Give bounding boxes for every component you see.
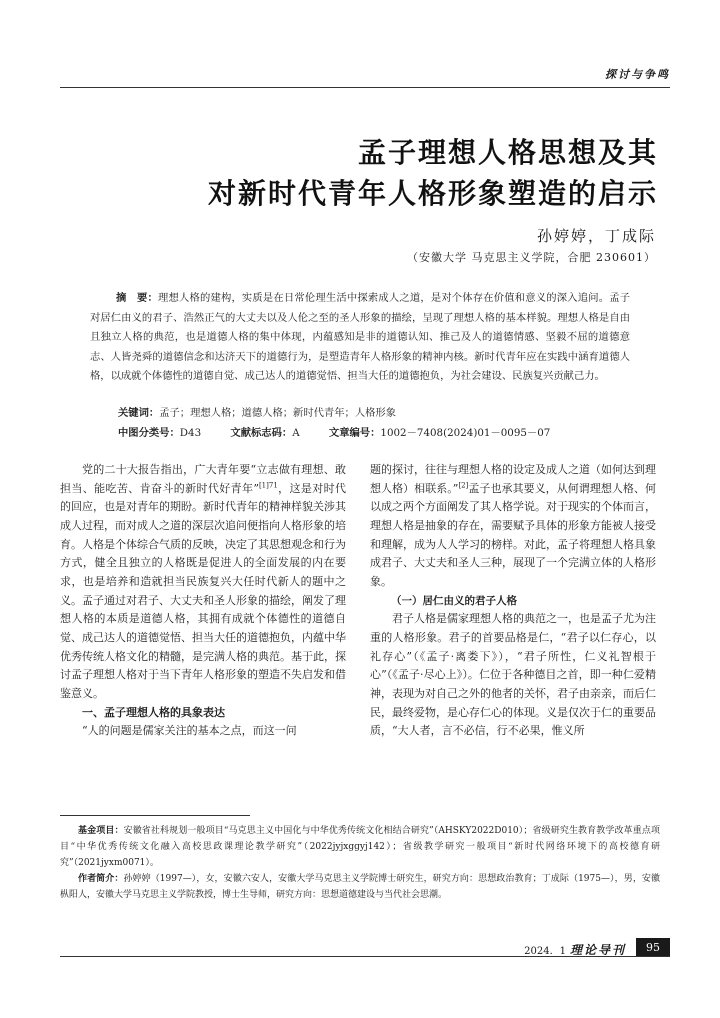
- section-heading: 一、孟子理想人格的具象表达: [82, 705, 225, 719]
- body-paragraph: [370, 461, 656, 592]
- doccode-value: A: [292, 427, 300, 439]
- section-tag: 探讨与争鸣: [605, 68, 670, 81]
- citation-ref: [1]71: [258, 481, 278, 489]
- keywords: 孟子；理想人格；道德人格；新时代青年；人格形象: [159, 407, 397, 419]
- footer-rule: [60, 956, 670, 957]
- authors: 孙婷婷，丁成际: [536, 227, 656, 245]
- header-rule: [60, 87, 670, 88]
- keywords-label: 关键词：: [118, 407, 160, 419]
- footnote-rule: [60, 815, 250, 816]
- author-note-label: 作者简介：: [78, 874, 124, 884]
- abstract-label: 摘 要：: [116, 292, 158, 304]
- articleno-value: 1002－7408(2024)01－0095－07: [380, 427, 551, 439]
- page-number: 95: [636, 938, 670, 957]
- subsection-heading: （一）居仁由义的君子人格: [391, 594, 517, 607]
- keywords-row: [118, 404, 396, 419]
- issue: 2024．1: [524, 946, 566, 957]
- articleno-label: 文章编号：: [328, 427, 381, 439]
- funding-text: 安徽省社科规划一般项目“马克思主义中国化与中华优秀传统文化相结合研究”（AHSKY2022D010）；省级研究生教育教学改革重点项目“中华优秀传统文化融入高校思政课理论教学研究”（2022jyjxggyj142）；省级教学研究一般项目“新时代网络环境下的高校德育研究”（2021jyxm0071）。: [60, 826, 660, 868]
- paragraph-text: 题的探讨，往往与理想人格的设定及成人之道（如何达到理想人格）相联系。”: [370, 463, 656, 495]
- affiliation: （安徽大学 马克思主义学院，合肥 230601）: [407, 251, 656, 264]
- paragraph-text: 孟子也承其要义，从何谓理想人格、何以成之两个方面阐发了其人格学说。对于现实的个体而言，理想人格是抽象的存在，需要赋予具体的形象方能被人接受和理解，成为人人学习的榜样。对此，孟子将理想人格具象成君子、大丈夫和圣人三种，展现了一个完满立体的人格形象。: [370, 481, 657, 588]
- body-paragraph: 君子人格是儒家理想人格的典范之一，也是孟子尤为注重的人格形象。君子的首要品格是仁，“君子以仁存心，以礼存心”（《孟子·离娄下》），“君子所性，仁义礼智根于心”（《孟子·尽心上》）。仁位于各种德目之首，即一种仁爱精神，表现为对自己之外的他者的关怀，君子由亲亲，而后仁民，最终爱物，是心存仁心的体现。义是仅次于仁的重要品质，“大人者，言不必信，行不必果，惟义所: [370, 612, 656, 738]
- author-note-text: 孙婷婷（1997—），女，安徽六安人，安徽大学马克思主义学院博士研究生，研究方向：思想政治教育；丁成际（1975—），男，安徽枞阳人，安徽大学马克思主义学院教授，博士生导师，研究方向：思想道德建设与当代社会思潮。: [60, 874, 660, 900]
- clc-value: D43: [179, 427, 202, 439]
- body-column-right: [370, 461, 656, 741]
- abstract-text: 理想人格的建构，实质是在日常伦理生活中探索成人之道，是对个体存在价值和意义的深入追问。孟子对居仁由义的君子、浩然正气的大丈夫以及人伦之至的圣人形象的描绘，呈现了理想人格的基本样貌。理想人格是自由且独立人格的典范，也是道德人格的集中体现，内蕴感知是非的道德认知、推己及人的道德情感、坚毅不屈的道德意志、人皆尧舜的道德信念和达济天下的道德行为，是塑造青年人格形象的精神内核。新时代青年应在实践中涵育道德人格，以成就个体德性的道德自觉、成己达人的道德觉悟、担当大任的道德抱负，为社会建设、民族复兴贡献己力。: [90, 292, 631, 382]
- doccode-label: 文献标志码：: [230, 427, 293, 439]
- abstract: [90, 289, 630, 387]
- article-title-line2: 对新时代青年人格形象塑造的启示: [207, 177, 658, 210]
- funding-label: 基金项目：: [78, 826, 124, 836]
- citation-ref: [2]: [458, 481, 469, 489]
- paragraph-text: ，这是对时代的回应，也是对青年的期盼。新时代青年的精神样貌关涉其成人过程，而对成人之道的深层次追问便指向人格形象的培育。人格是个体综合气质的反映，决定了其思想观念和行为方式，健全且独立的人格既是促进人的全面发展的内在要求，也是培养和造就担当民族复兴大任时代新人的题中之义。孟子通过对君子、大丈夫和圣人形象的描绘，阐发了理想人格的本质是道德人格，其拥有成就个体德性的道德自觉、成己达人的道德觉悟、担当大任的道德抱负，内蕴中华优秀传统人格文化的精髓，是完满人格的典范。基于此，探讨孟子理想人格对于当下青年人格形象的塑造不失启发和借鉴意义。: [60, 481, 347, 700]
- body-column-left: [60, 461, 346, 741]
- body-paragraph: “人的问题是儒家关注的基本之点，而这一问: [82, 724, 297, 738]
- paragraph-text: 党的二十大报告指出，广大青年要“立志做有理想、敢担当、能吃苦、肯奋斗的新时代好青年”: [60, 463, 346, 495]
- clc-label: 中图分类号：: [118, 427, 180, 439]
- journal-name: 理论导刊: [569, 943, 626, 957]
- author-note: [60, 871, 660, 903]
- footnotes: [60, 823, 660, 903]
- classification-row: [118, 424, 550, 439]
- article-title-line1: 孟子理想人格思想及其: [357, 136, 658, 169]
- funding-note: [60, 823, 660, 871]
- body-paragraph: [60, 461, 346, 704]
